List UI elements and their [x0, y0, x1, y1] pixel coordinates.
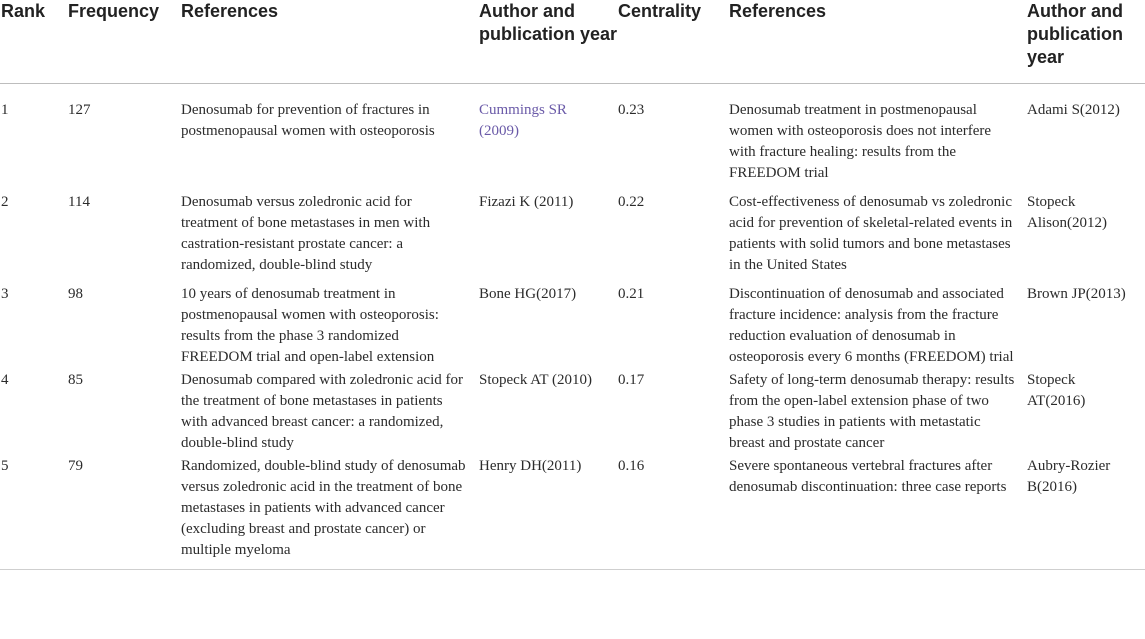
- header-frequency: Frequency: [68, 0, 181, 84]
- header-author-year-2: Author and publication year: [1027, 0, 1145, 84]
- cell-reference-2: Denosumab treatment in postmenopausal women with osteoporosis does not interfere with fracture healing: results from the FREEDOM trial: [729, 102, 992, 181]
- header-author-year: Author and publication year: [479, 0, 618, 84]
- table-header: [0, 0, 1145, 84]
- cell-reference: Denosumab versus zoledronic acid for treatment of bone metastases in men with castration-resistant prostate cancer: a randomized, double-blind study: [181, 194, 431, 273]
- cell-rank: 1: [1, 102, 9, 118]
- cell-centrality: 0.23: [618, 102, 645, 118]
- header-rank: Rank: [0, 0, 68, 84]
- cell-reference: Denosumab compared with zoledronic acid for the treatment of bone metastases in patients with advanced breast cancer: a randomized, double-blind study: [181, 372, 463, 451]
- cell-reference: Randomized, double-blind study of denosumab versus zoledronic acid in the treatment of bone metastases in patients with advanced cancer (excluding breast and prostate cancer) or multiple myeloma: [181, 454, 479, 570]
- cell-frequency: 127: [68, 102, 91, 118]
- table-row: [0, 276, 1145, 368]
- header-references: References: [181, 0, 479, 84]
- table-row: [0, 84, 1145, 185]
- cell-centrality: 0.22: [618, 194, 645, 210]
- cell-rank: 4: [1, 372, 9, 388]
- header-row: [0, 0, 1145, 84]
- header-centrality: Centrality: [618, 0, 729, 84]
- cell-rank: 5: [0, 454, 68, 570]
- cell-reference-2: Cost-effectiveness of denosumab vs zoledronic acid for prevention of skeletal-related events in patients with solid tumors and bone metastases in the United States: [729, 194, 1013, 273]
- cell-author: Stopeck AT (2010): [479, 372, 593, 388]
- cell-frequency: 85: [68, 372, 83, 388]
- cell-frequency: 114: [68, 194, 90, 210]
- cell-reference: 10 years of denosumab treatment in postmenopausal women with osteoporosis: results from the phase 3 randomized FREEDOM trial and open-label extension: [181, 286, 439, 365]
- cell-author: Bone HG(2017): [479, 286, 577, 302]
- cell-author-2: Aubry-Rozier B(2016): [1027, 454, 1145, 570]
- cell-reference-2: Discontinuation of denosumab and associated fracture incidence: analysis from the fracture reduction evaluation of denosumab in osteoporosis every 6 months (FREEDOM) trial: [729, 286, 1014, 365]
- header-references-2: References: [729, 0, 1027, 84]
- cell-centrality: 0.16: [618, 454, 729, 570]
- cell-author: Henry DH(2011): [479, 454, 618, 570]
- table-row: [0, 368, 1145, 454]
- cell-frequency: 79: [68, 454, 181, 570]
- cell-author-2: Adami S(2012): [1027, 102, 1120, 118]
- cell-reference-2: Severe spontaneous vertebral fractures after denosumab discontinuation: three case reports: [729, 454, 1027, 570]
- cell-reference-2: Safety of long-term denosumab therapy: results from the open-label extension phase of two phase 3 studies in patients with metastatic breast and prostate cancer: [729, 372, 1015, 451]
- cell-centrality: 0.17: [618, 372, 645, 388]
- cell-author: Fizazi K (2011): [479, 194, 574, 210]
- cell-author-2: Stopeck Alison(2012): [1027, 194, 1107, 231]
- cell-reference: Denosumab for prevention of fractures in postmenopausal women with osteoporosis: [181, 102, 435, 139]
- table-row: [0, 454, 1145, 570]
- cell-centrality: 0.21: [618, 286, 645, 302]
- cell-frequency: 98: [68, 286, 83, 302]
- cell-author-2: Stopeck AT(2016): [1027, 372, 1086, 409]
- cell-author-2: Brown JP(2013): [1027, 286, 1126, 302]
- table-body: [0, 84, 1145, 570]
- cell-author-link[interactable]: Cummings SR (2009): [479, 102, 567, 139]
- table-row: [0, 184, 1145, 276]
- cell-rank: 2: [1, 194, 9, 210]
- cell-rank: 3: [1, 286, 9, 302]
